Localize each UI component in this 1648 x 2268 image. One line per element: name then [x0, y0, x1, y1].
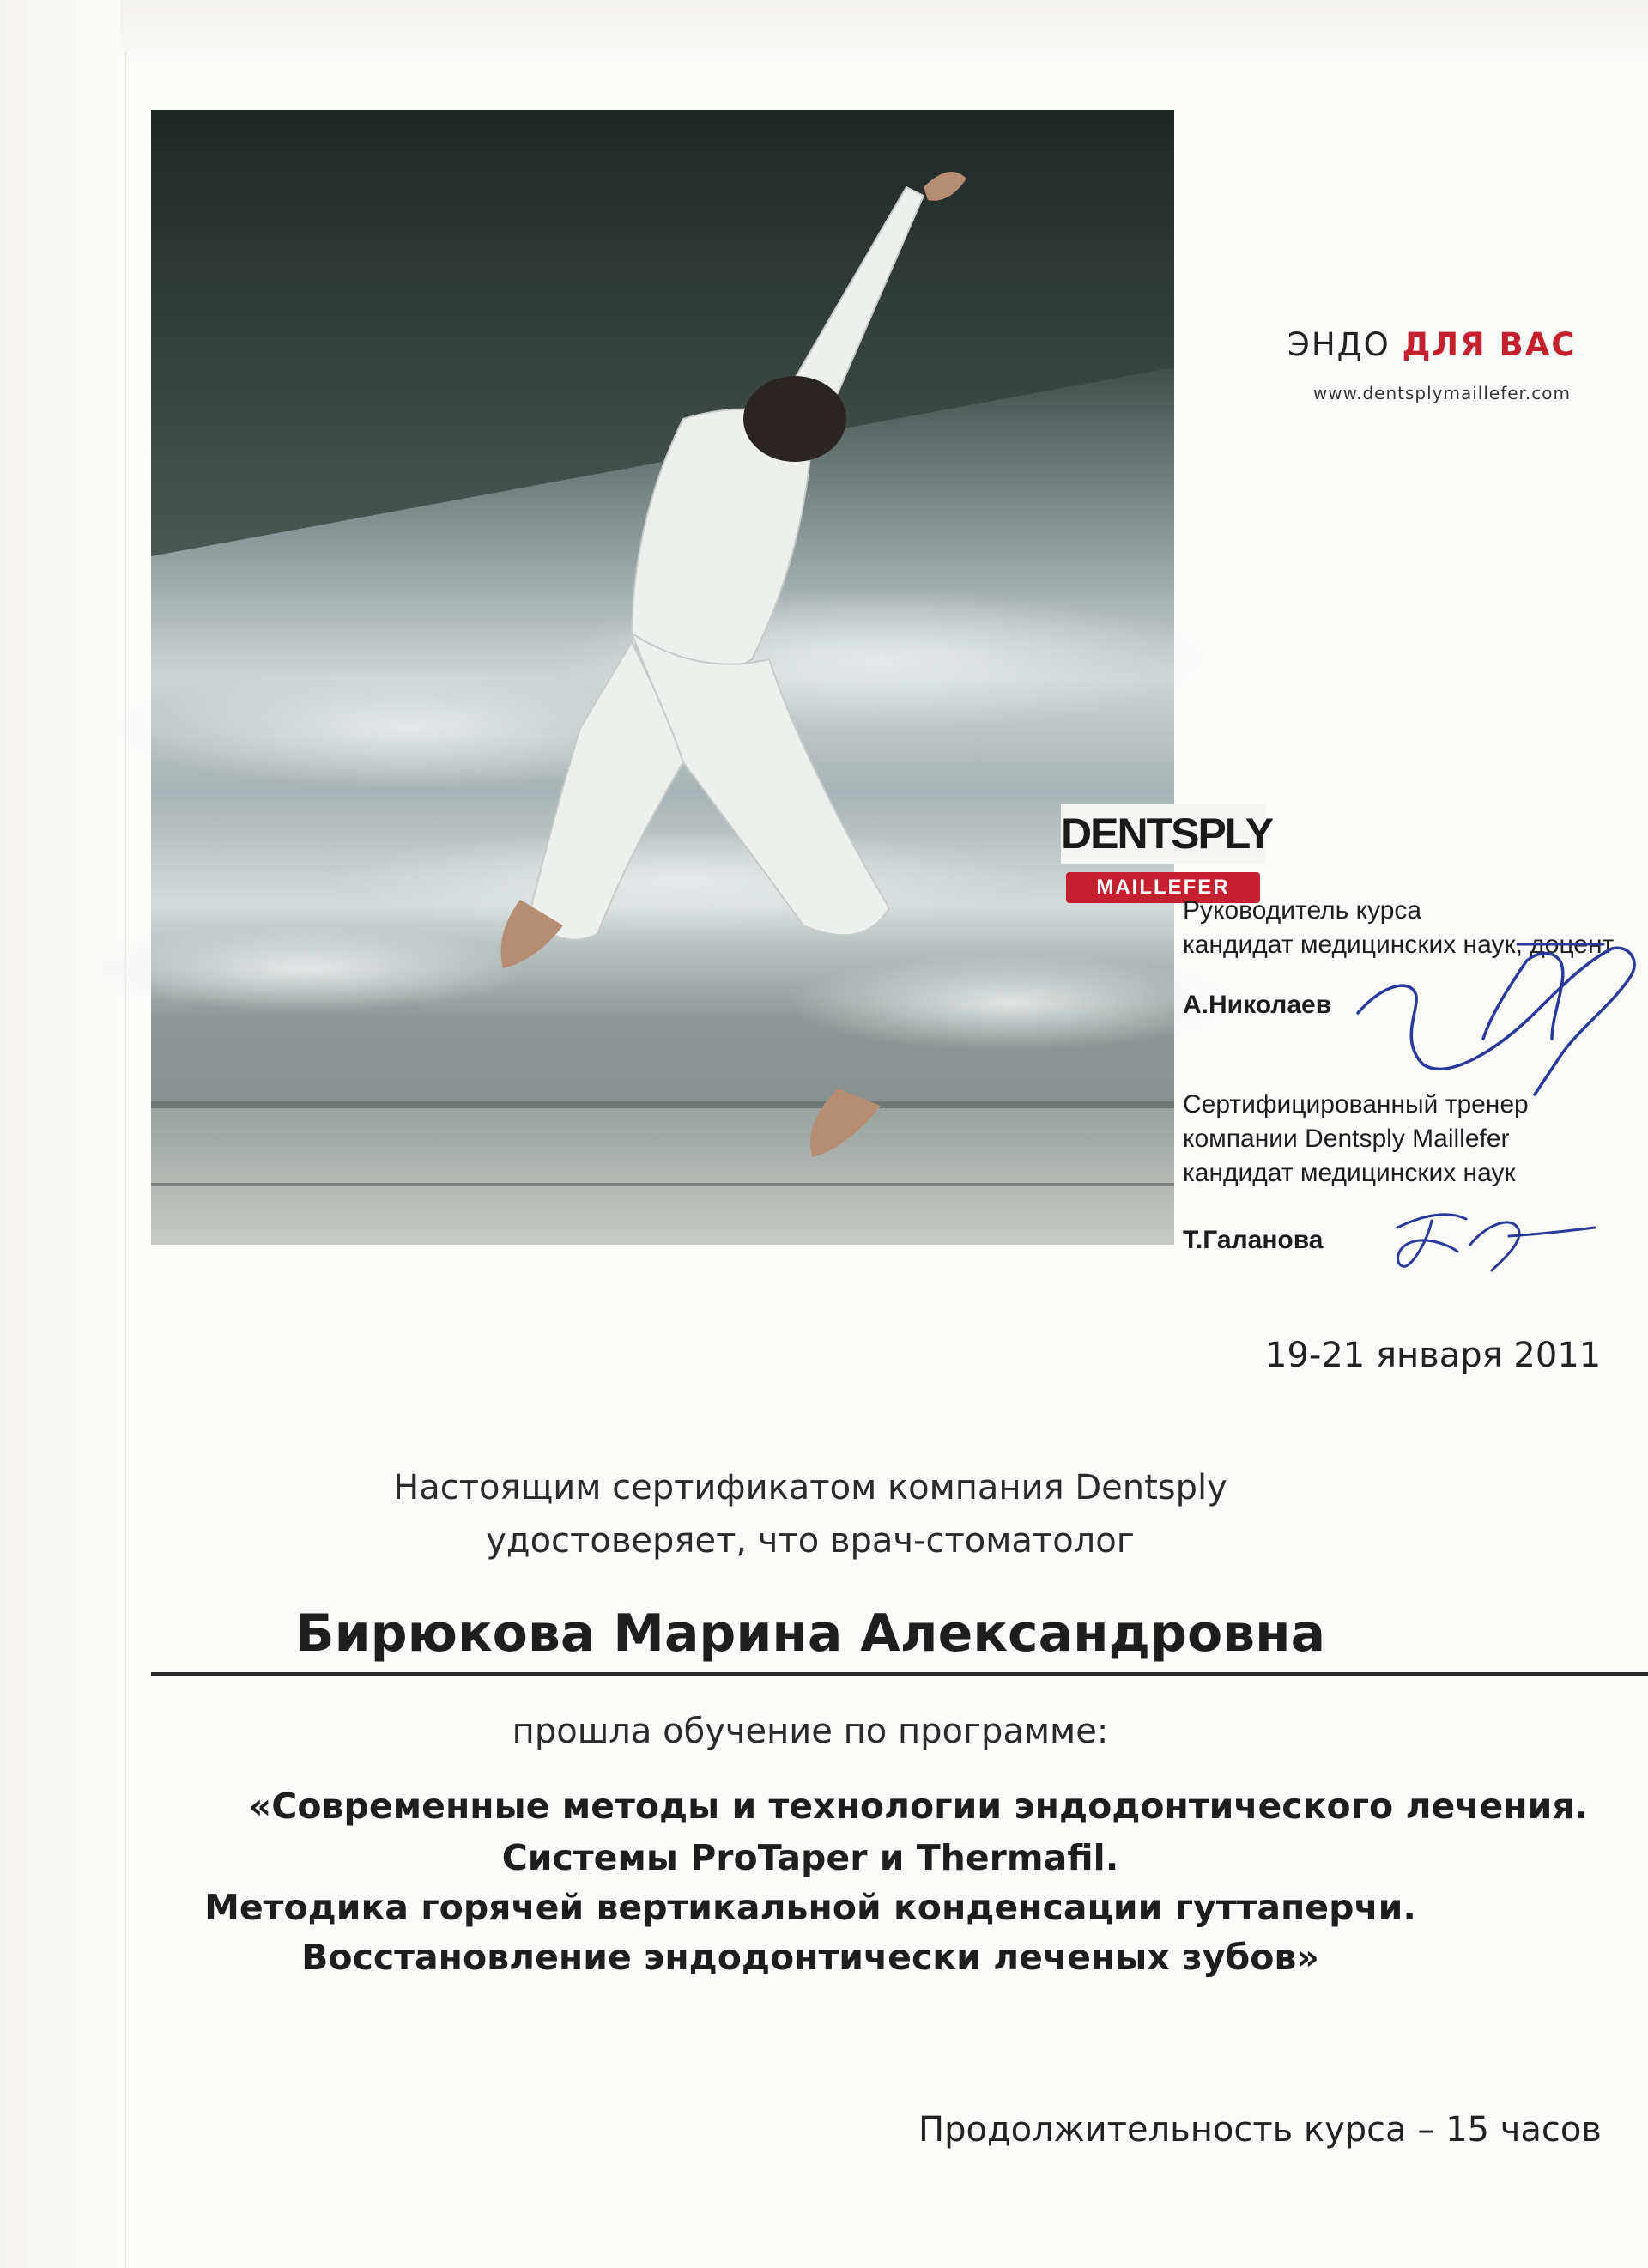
paper-edge-line — [125, 52, 126, 2268]
signatories-block — [1183, 884, 1648, 1279]
leader-degree: кандидат медицинских наук, доцент — [1183, 931, 1615, 959]
course-date: 19-21 января 2011 — [1265, 1336, 1602, 1375]
trainer-name: Т.Галанова — [1183, 1226, 1324, 1254]
leader-role: Руководитель курса — [1183, 896, 1422, 925]
trainer-role: Сертифицированный тренер — [1183, 1090, 1529, 1119]
endo-accent: ДЛЯ ВАС — [1402, 326, 1577, 363]
scan-edge — [0, 0, 129, 2268]
logo-dentsply-text: DENTSPLY — [1061, 804, 1265, 864]
trainer-company: компании Dentsply Maillefer — [1183, 1125, 1510, 1153]
name-underline — [151, 1672, 1648, 1676]
program-title-line-2: Системы ProTaper и Thermafil. — [501, 1837, 1119, 1878]
passed-text: прошла обучение по программе: — [512, 1712, 1109, 1751]
website-url: www.dentsplymaillefer.com — [1312, 383, 1571, 403]
leader-name: А.Николаев — [1183, 991, 1332, 1019]
program-title-line-3: Методика горячей вертикальной конденсации гуттаперчи. — [204, 1887, 1416, 1928]
intro-line-2: удостоверяет, что врач-стоматолог — [486, 1521, 1135, 1561]
trainer-signature — [1389, 1202, 1603, 1279]
program-title-line-4: Восстановление эндодонтически леченых зубов» — [301, 1937, 1319, 1978]
intro-line-1: Настоящим сертификатом компания Dentsply — [393, 1468, 1227, 1507]
photo-illustration — [151, 110, 1174, 1245]
endo-tagline — [1288, 326, 1577, 363]
program-title-line-1: «Современные методы и технологии эндодонтического лечения. — [248, 1786, 1589, 1827]
endo-prefix: ЭНДО — [1288, 326, 1390, 363]
course-duration: Продолжительность курса – 15 часов — [918, 2110, 1602, 2150]
trainer-degree: кандидат медицинских наук — [1183, 1159, 1516, 1187]
certificate-holder-name: Бирюкова Марина Александровна — [294, 1604, 1326, 1664]
logo-maillefer-text: MAILLEFER — [1066, 872, 1260, 903]
scan-edge-top — [120, 0, 1648, 60]
